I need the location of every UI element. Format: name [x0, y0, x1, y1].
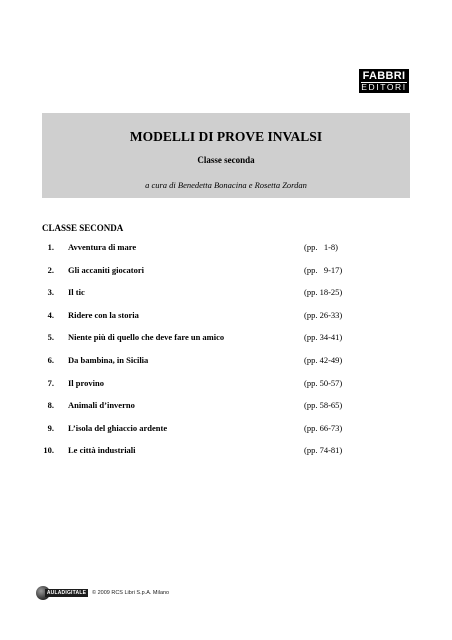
toc-entry-number: 9.: [47, 422, 54, 433]
toc-entry-pages: (pp. 18-25): [304, 287, 343, 298]
publisher-logo: [359, 69, 409, 93]
document-subtitle: Classe seconda: [197, 155, 255, 165]
toc-entry[interactable]: [42, 285, 356, 308]
toc-entry-pages: (pp. 58-65): [304, 400, 343, 411]
toc-entry-number: 4.: [47, 309, 54, 320]
publisher-logo-line2: EDITORI: [361, 82, 407, 92]
toc-entry[interactable]: [42, 308, 356, 331]
toc-entry[interactable]: [42, 376, 356, 399]
toc-entry-title: Ridere con la storia: [68, 309, 139, 320]
toc-entry[interactable]: [42, 421, 356, 444]
section-heading: CLASSE SECONDA: [42, 223, 124, 233]
toc-entry-title: Animali d’inverno: [68, 400, 135, 411]
toc-entry[interactable]: [42, 398, 356, 421]
toc-entry-pages: (pp. 1-8): [304, 242, 338, 252]
toc-entry-pages: (pp. 9-17): [304, 264, 343, 275]
toc-entry[interactable]: [42, 240, 356, 263]
toc-entry-title: L’isola del ghiaccio ardente: [68, 422, 168, 433]
toc-entry[interactable]: [42, 263, 356, 286]
document-title: MODELLI DI PROVE INVALSI: [129, 129, 323, 144]
toc-entry-number: 2.: [47, 264, 54, 275]
footer: [36, 587, 169, 599]
toc-entry[interactable]: [42, 443, 356, 466]
copyright-notice: © 2009 RCS Libri S.p.A. Milano: [92, 590, 170, 596]
toc-entry-title: Avventura di mare: [68, 242, 137, 252]
auladigitale-logo: [36, 587, 88, 599]
title-banner: [42, 113, 410, 198]
toc-entry-pages: (pp. 66-73): [304, 422, 343, 433]
toc-entry-number: 6.: [47, 354, 54, 365]
toc-entry-title: Il provino: [68, 377, 104, 388]
toc-entry-number: 3.: [47, 287, 54, 298]
toc-entry-number: 1.: [47, 242, 54, 252]
publisher-logo-line1: FABBRI: [362, 70, 406, 82]
toc-entry-number: 10.: [43, 445, 54, 456]
toc-entry-title: Niente più di quello che deve fare un amico: [68, 332, 225, 343]
toc-entry-pages: (pp. 42-49): [304, 354, 343, 365]
table-of-contents: [42, 240, 356, 466]
editors-credit: a cura di Benedetta Bonacina e Rosetta Zordan: [145, 180, 307, 190]
toc-entry-pages: (pp. 26-33): [304, 309, 343, 320]
toc-entry-number: 5.: [47, 332, 54, 343]
toc-entry-number: 8.: [47, 400, 54, 411]
toc-entry-title: Da bambina, in Sicilia: [68, 354, 149, 365]
auladigitale-logo-text: AULADIGITALE: [46, 590, 87, 596]
toc-entry-pages: (pp. 50-57): [304, 377, 343, 388]
toc-entry-title: Gli accaniti giocatori: [68, 264, 145, 275]
toc-entry-title: Il tic: [68, 287, 85, 298]
toc-entry-pages: (pp. 74-81): [304, 445, 343, 456]
toc-entry[interactable]: [42, 330, 356, 353]
toc-entry-title: Le città industriali: [68, 445, 136, 456]
toc-entry-number: 7.: [47, 377, 54, 388]
toc-entry-pages: (pp. 34-41): [304, 332, 343, 343]
toc-entry[interactable]: [42, 353, 356, 376]
